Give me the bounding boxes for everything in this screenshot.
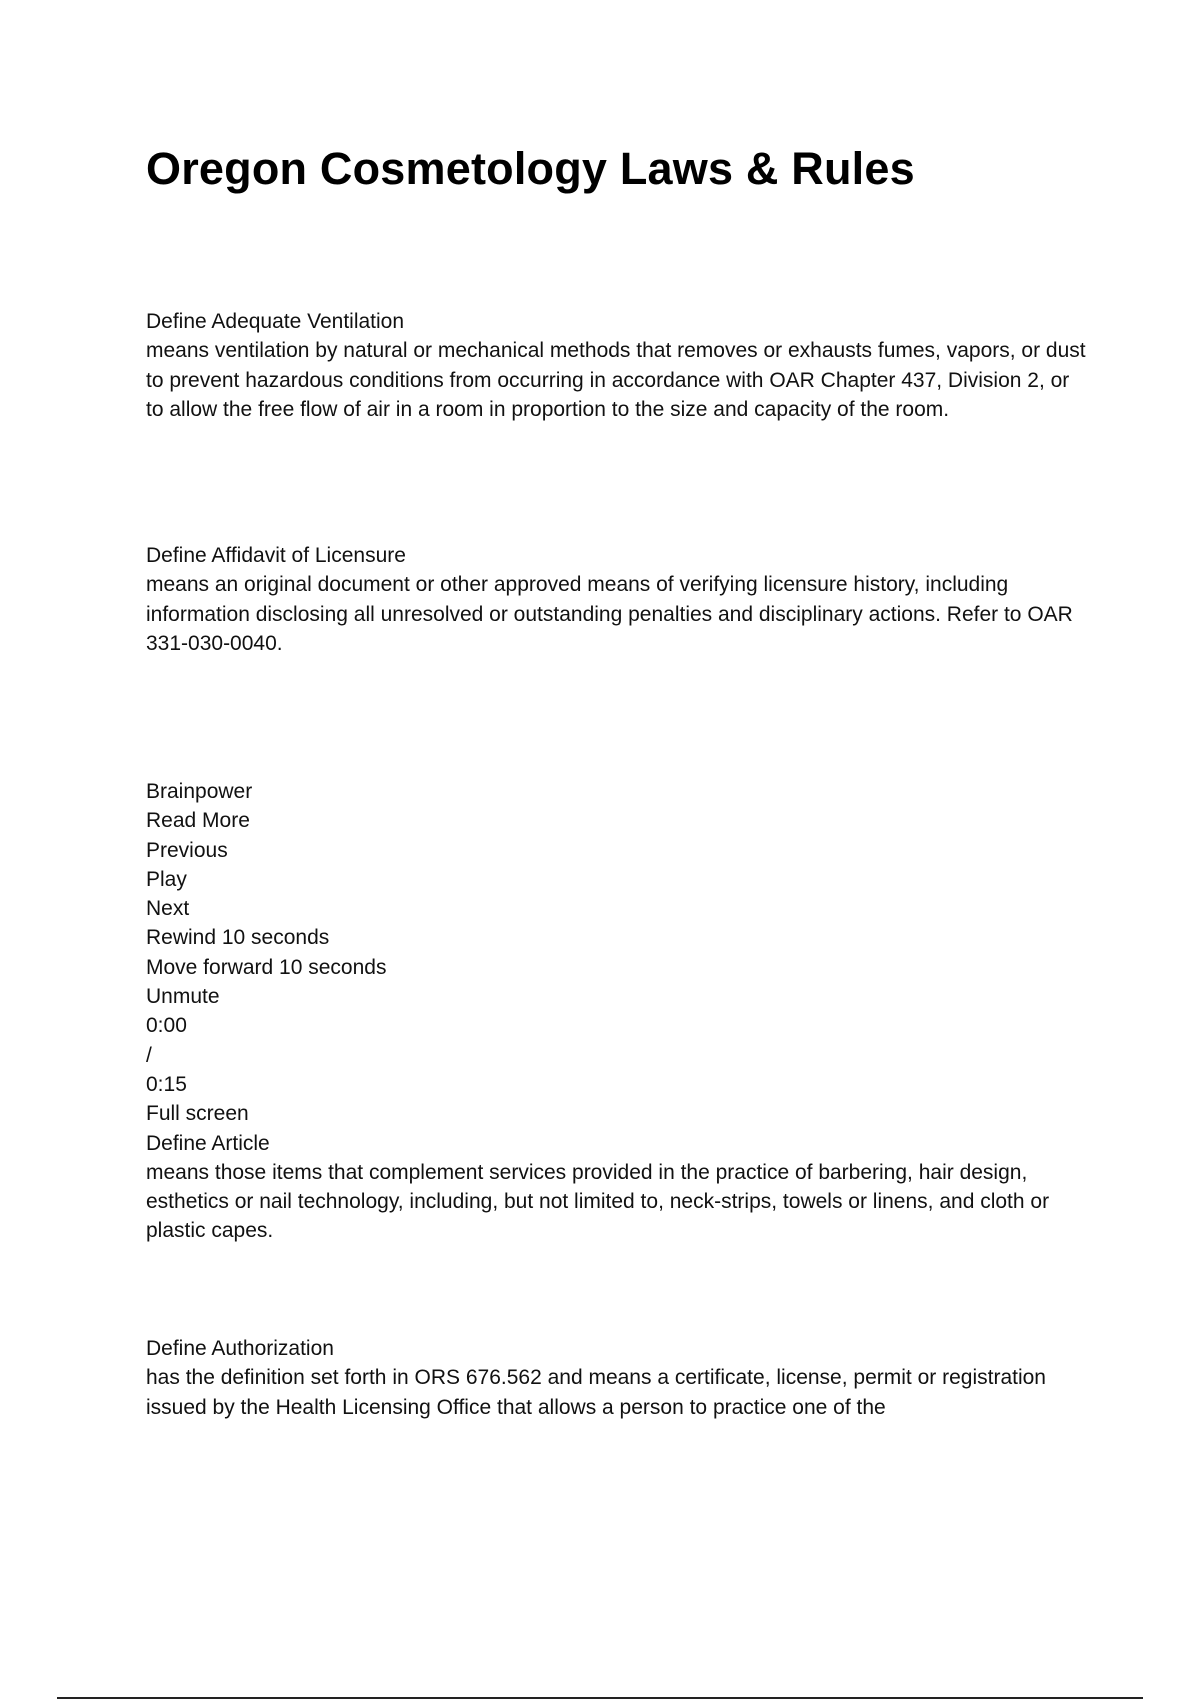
current-time: 0:00 (146, 1014, 187, 1038)
entry-adequate-ventilation (146, 307, 1086, 424)
full-screen-button[interactable]: Full screen (146, 1102, 249, 1126)
forward-button[interactable]: Move forward 10 seconds (146, 955, 387, 979)
duration: 0:15 (146, 1072, 187, 1096)
entry-term: Define Article (146, 1131, 270, 1155)
entry-term: Define Adequate Ventilation (146, 310, 405, 333)
unmute-button[interactable]: Unmute (146, 985, 220, 1009)
entry-definition: means an original document or other approved means of verifying licensure history, including information disclosing all unresolved or outstanding penalties and disciplinary actions. Refer to OAR 331-030-0040. (146, 573, 1073, 655)
entry-definition: has the definition set forth in ORS 676.562 and means a certificate, license, permit or registration issued by the Health Licensing Office that allows a person to practice one of the (146, 1366, 1046, 1419)
page-title: Oregon Cosmetology Laws & Rules (146, 143, 915, 194)
entry-definition: means those items that complement services provided in the practice of barbering, hair design, esthetics or nail technology, including, but not limited to, neck-strips, towels or linens, and cloth or plastic capes. (146, 1160, 1050, 1243)
next-button[interactable]: Next (146, 897, 190, 921)
time-separator: / (146, 1043, 152, 1067)
player-brand: Brainpower (146, 780, 253, 803)
play-button[interactable]: Play (146, 867, 187, 891)
entry-term: Define Authorization (146, 1337, 334, 1360)
footer-divider (57, 1697, 1143, 1699)
entry-affidavit-of-licensure (146, 541, 1086, 658)
rewind-button[interactable]: Rewind 10 seconds (146, 926, 330, 950)
read-more-link[interactable]: Read More (146, 809, 250, 833)
entry-authorization (146, 1334, 1086, 1422)
previous-button[interactable]: Previous (146, 838, 228, 862)
media-player-text (146, 777, 1086, 1246)
entry-term: Define Affidavit of Licensure (146, 544, 406, 567)
entry-definition: means ventilation by natural or mechanical methods that removes or exhausts fumes, vapors, or dust to prevent hazardous conditions from occurring in accordance with OAR Chapter 437, Division 2, or to allow the free flow of air in a room in proportion to the size and capacity of the room. (146, 339, 1086, 421)
